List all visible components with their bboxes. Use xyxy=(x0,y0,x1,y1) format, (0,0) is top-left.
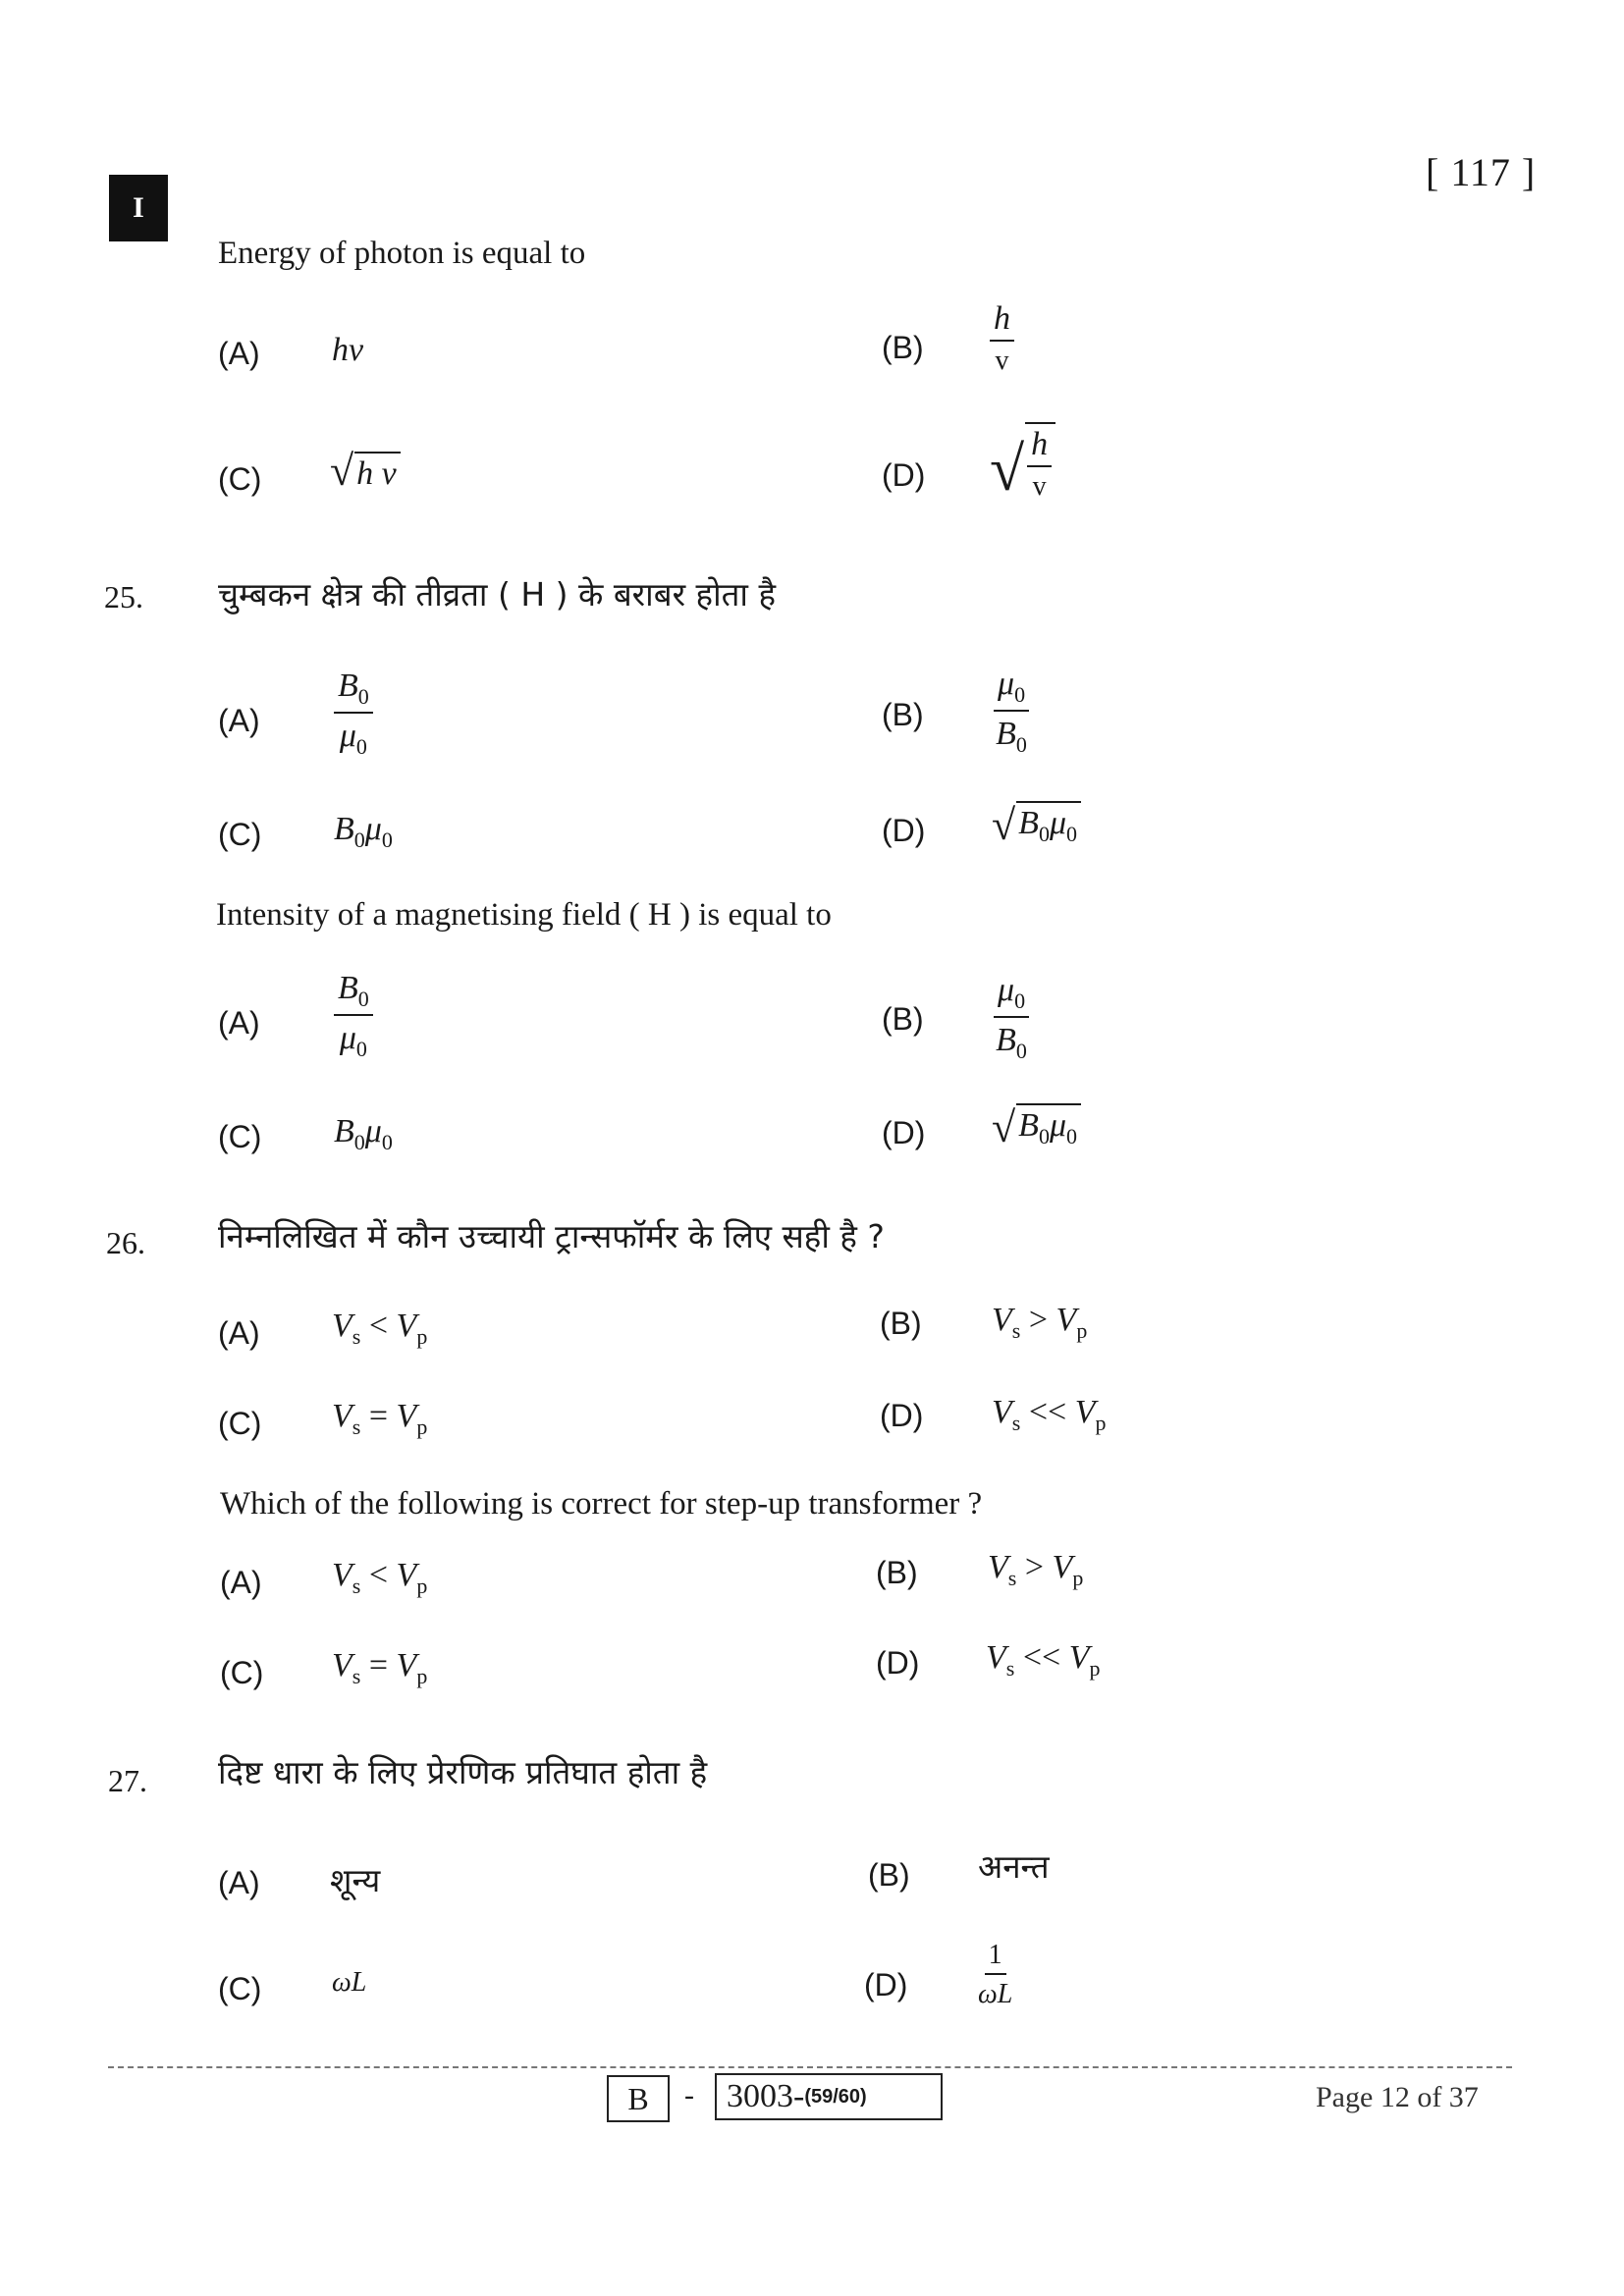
subscript: s xyxy=(1007,1565,1017,1590)
subscript: p xyxy=(1095,1410,1107,1435)
question-text-hindi: चुम्बकन क्षेत्र की तीव्रता ( H ) के बराबर होता है xyxy=(218,575,776,614)
option-label: (B) xyxy=(882,697,924,732)
question-text-hindi: निम्नलिखित में कौन उच्चायी ट्रान्सफॉर्मर के लिए सही है ? xyxy=(218,1217,885,1255)
fraction-denominator xyxy=(340,714,367,758)
option-fraction xyxy=(978,1942,1012,2008)
option-label: (A) xyxy=(220,1565,262,1600)
subscript: 0 xyxy=(357,986,369,1011)
option-label: (C) xyxy=(220,1655,264,1690)
subscript: p xyxy=(416,1663,428,1688)
paper-code-suffix: (59/60) xyxy=(804,2085,867,2108)
subscript: 0 xyxy=(1038,821,1050,846)
symbol: B xyxy=(338,970,358,1006)
operator: > xyxy=(1028,1302,1049,1338)
option-sqrt xyxy=(330,447,401,495)
subscript: p xyxy=(416,1414,428,1439)
subscript: 0 xyxy=(381,827,393,852)
symbol: B xyxy=(338,667,358,704)
symbol: V xyxy=(1068,1639,1090,1676)
subscript: 0 xyxy=(1014,988,1026,1013)
subscript: 0 xyxy=(1015,731,1027,757)
option-fraction xyxy=(334,669,373,758)
sqrt-icon: √ xyxy=(330,447,354,495)
operator: < xyxy=(368,1557,389,1593)
subscript: s xyxy=(352,1663,361,1688)
option-sqrt xyxy=(992,1103,1081,1149)
option-relation xyxy=(332,1647,427,1689)
option-sqrt-fraction xyxy=(990,422,1056,504)
paper-code: 3003- xyxy=(727,2078,805,2114)
subscript: p xyxy=(1076,1317,1088,1343)
subscript: 0 xyxy=(1014,681,1026,707)
option-relation xyxy=(332,1308,427,1350)
fraction-denominator: v xyxy=(995,346,1009,376)
symbol: V xyxy=(396,1557,417,1593)
sqrt-icon: √ xyxy=(992,800,1016,849)
subscript: s xyxy=(352,1573,361,1598)
operator: << xyxy=(1022,1639,1061,1676)
symbol: V xyxy=(992,1302,1012,1338)
symbol: V xyxy=(396,1398,417,1434)
set-code-box: B xyxy=(607,2075,670,2122)
subscript: 0 xyxy=(1066,1123,1078,1148)
subscript: 0 xyxy=(355,1036,367,1061)
symbol: V xyxy=(396,1308,417,1344)
option-label: (A) xyxy=(218,336,260,371)
question-text-english: Intensity of a magnetising field ( H ) is equal to xyxy=(216,897,832,933)
symbol: B xyxy=(996,715,1016,752)
option-relation xyxy=(988,1549,1083,1591)
symbol: μ xyxy=(339,717,356,754)
sqrt-icon: √ xyxy=(992,1102,1016,1151)
option-relation xyxy=(992,1394,1106,1436)
option-relation xyxy=(332,1398,427,1440)
option-label: (A) xyxy=(218,1005,260,1041)
footer-divider xyxy=(108,2066,1512,2068)
symbol: μ xyxy=(1049,805,1067,841)
subscript: s xyxy=(1011,1410,1021,1435)
option-label: (C) xyxy=(218,1406,262,1441)
option-label: (B) xyxy=(882,1001,924,1037)
option-label: (D) xyxy=(880,1398,924,1433)
fraction-numerator xyxy=(994,974,1029,1018)
symbol: B xyxy=(1018,1107,1039,1144)
option-expression: hv xyxy=(332,332,364,368)
fraction-numerator xyxy=(994,667,1029,712)
option-label: (C) xyxy=(218,1971,262,2006)
subscript: 0 xyxy=(381,1129,393,1154)
subscript: p xyxy=(416,1573,428,1598)
paper-code-box xyxy=(715,2073,943,2120)
subscript: p xyxy=(1089,1655,1101,1681)
option-label: (A) xyxy=(218,1865,260,1900)
option-expression xyxy=(334,1113,393,1155)
fraction-numerator: h xyxy=(990,302,1014,342)
question-text-english: Energy of photon is equal to xyxy=(218,236,586,271)
subscript: 0 xyxy=(353,1129,365,1154)
option-fraction xyxy=(994,974,1029,1062)
symbol: V xyxy=(1074,1394,1096,1430)
question-text-hindi: दिष्ट धारा के लिए प्रेरणिक प्रतिघात होता है xyxy=(218,1753,708,1791)
option-fraction xyxy=(994,667,1029,756)
option-label: (D) xyxy=(882,457,926,493)
fraction-numerator xyxy=(334,972,373,1016)
symbol: V xyxy=(992,1394,1012,1430)
option-label: (A) xyxy=(218,703,260,738)
fraction-denominator xyxy=(996,712,1027,756)
symbol: V xyxy=(332,1647,352,1683)
question-number: 25. xyxy=(104,579,143,614)
option-label: (B) xyxy=(876,1555,918,1590)
section-badge: I xyxy=(109,175,168,241)
subscript: s xyxy=(1005,1655,1015,1681)
page-info: Page 12 of 37 xyxy=(1316,2081,1479,2113)
fraction-denominator xyxy=(340,1016,367,1060)
symbol: μ xyxy=(364,1113,382,1149)
fraction-numerator: 1 xyxy=(985,1942,1006,1975)
fraction-denominator xyxy=(996,1018,1027,1062)
subscript: s xyxy=(352,1414,361,1439)
sqrt-icon: √ xyxy=(990,434,1025,504)
sqrt-radicand xyxy=(1016,1103,1081,1149)
operator: > xyxy=(1024,1549,1045,1585)
symbol: V xyxy=(986,1639,1006,1676)
option-label: (A) xyxy=(218,1315,260,1351)
sqrt-radicand xyxy=(1016,801,1081,847)
sqrt-radicand: h v xyxy=(354,452,401,493)
symbol: B xyxy=(334,1113,354,1149)
option-fraction xyxy=(334,972,373,1060)
subscript: 0 xyxy=(355,733,367,759)
symbol: B xyxy=(334,811,354,847)
option-relation xyxy=(986,1639,1100,1682)
symbol: V xyxy=(332,1557,352,1593)
fraction-numerator: h xyxy=(1027,428,1052,467)
option-label: (C) xyxy=(218,1119,262,1154)
option-label: (C) xyxy=(218,817,262,852)
question-text-english: Which of the following is correct for step-up transformer ? xyxy=(220,1486,983,1522)
subscript: 0 xyxy=(353,827,365,852)
symbol: V xyxy=(332,1308,352,1344)
subscript: p xyxy=(416,1323,428,1349)
symbol: μ xyxy=(998,972,1015,1008)
fraction-denominator: ωL xyxy=(978,1979,1013,2009)
fraction-denominator: v xyxy=(1032,471,1047,502)
code-separator: - xyxy=(684,2079,694,2111)
symbol: B xyxy=(996,1021,1016,1058)
subscript: 0 xyxy=(357,683,369,709)
symbol: V xyxy=(1056,1302,1077,1338)
question-number: 27. xyxy=(108,1763,147,1798)
operator: = xyxy=(368,1398,389,1434)
subscript: 0 xyxy=(1038,1123,1050,1148)
sqrt-fraction xyxy=(1025,422,1056,501)
option-label: (C) xyxy=(218,461,262,497)
page-bracket-number: [ 117 ] xyxy=(1426,150,1537,194)
option-expression xyxy=(334,811,393,853)
option-relation xyxy=(332,1557,427,1599)
option-text: अनन्त xyxy=(978,1847,1050,1886)
symbol: μ xyxy=(998,666,1015,702)
option-label: (D) xyxy=(876,1645,920,1681)
operator: = xyxy=(368,1647,389,1683)
subscript: 0 xyxy=(1015,1038,1027,1063)
subscript: s xyxy=(1011,1317,1021,1343)
operator: << xyxy=(1028,1394,1067,1430)
symbol: μ xyxy=(364,811,382,847)
option-label: (B) xyxy=(880,1306,922,1341)
option-fraction xyxy=(990,302,1014,375)
option-label: (D) xyxy=(882,813,926,848)
option-label: (B) xyxy=(868,1857,910,1893)
option-text: शून्य xyxy=(330,1861,381,1899)
option-label: (D) xyxy=(864,1967,908,2002)
option-expression: ωL xyxy=(332,1967,367,1998)
symbol: μ xyxy=(339,1019,356,1056)
symbol: V xyxy=(988,1549,1008,1585)
option-sqrt xyxy=(992,801,1081,847)
subscript: s xyxy=(352,1323,361,1349)
subscript: p xyxy=(1072,1565,1084,1590)
symbol: B xyxy=(1018,805,1039,841)
operator: < xyxy=(368,1308,389,1344)
option-label: (B) xyxy=(882,330,924,365)
symbol: V xyxy=(332,1398,352,1434)
option-label: (D) xyxy=(882,1115,926,1150)
question-number: 26. xyxy=(106,1225,145,1260)
option-relation xyxy=(992,1302,1087,1344)
symbol: V xyxy=(396,1647,417,1683)
symbol: μ xyxy=(1049,1107,1067,1144)
subscript: 0 xyxy=(1066,821,1078,846)
symbol: V xyxy=(1052,1549,1073,1585)
fraction-numerator xyxy=(334,669,373,714)
